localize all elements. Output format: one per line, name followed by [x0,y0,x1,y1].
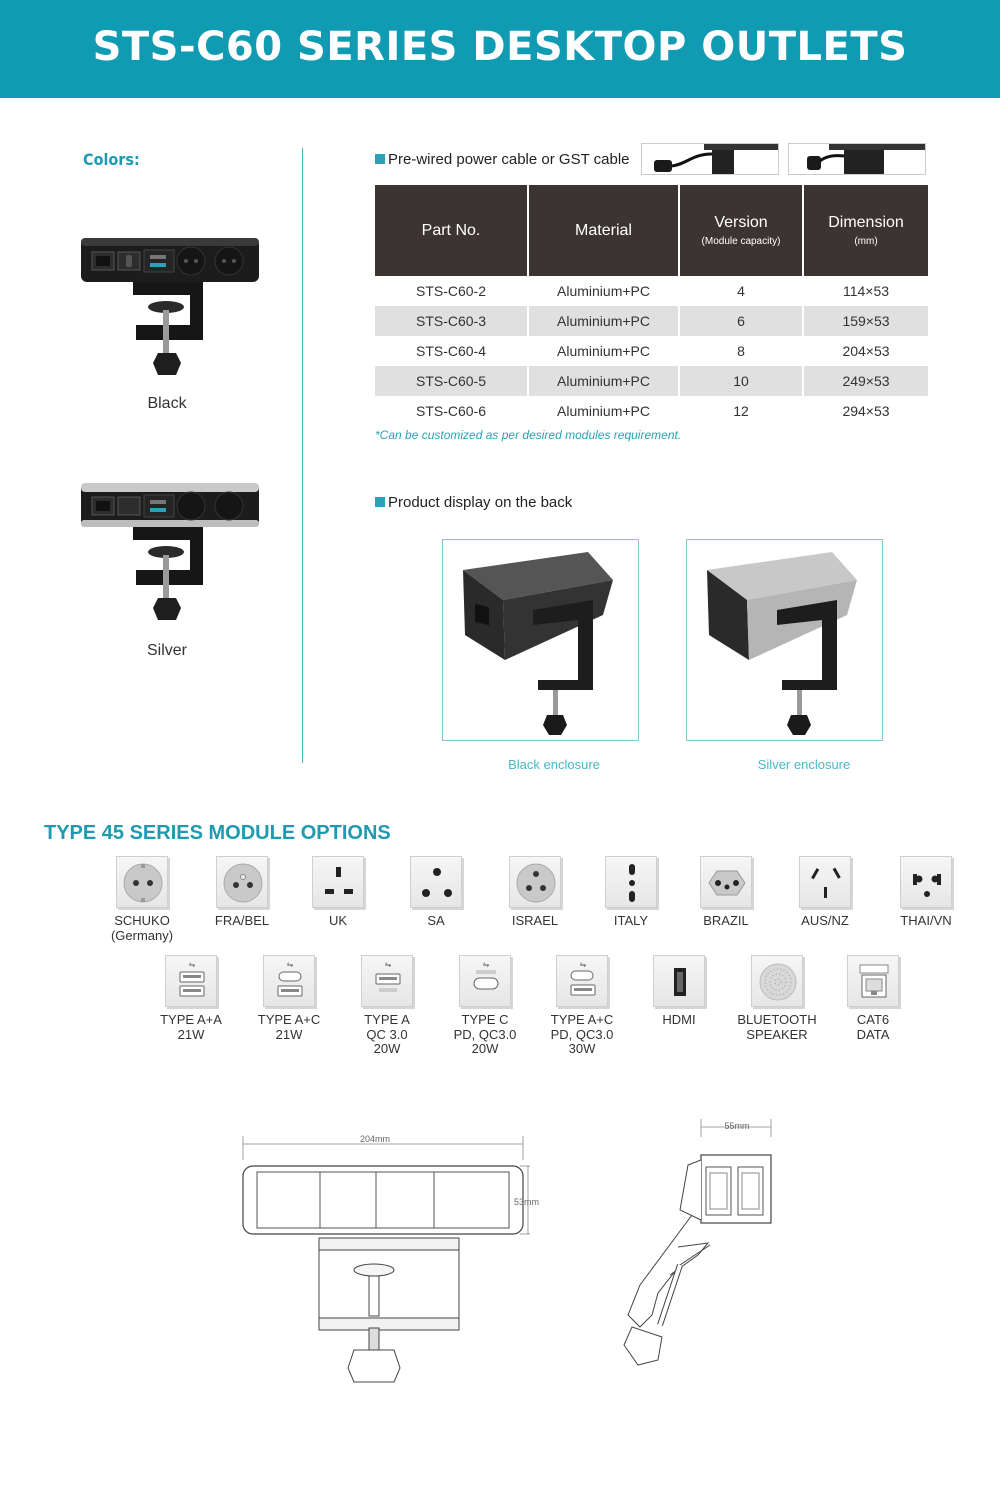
module-thai-vn: THAI/VN [876,856,976,929]
usb-a-qc-icon [361,955,413,1007]
uk-socket-icon [312,856,364,908]
page-title: STS-C60 SERIES DESKTOP OUTLETS [92,24,908,70]
side-dimension-label: 55mm [724,1121,750,1131]
module-sa: SA [386,856,486,929]
cable-label: Pre-wired power cable or GST cable [375,151,630,168]
cell-material: Aluminium+PC [528,276,679,306]
table-row [375,366,928,396]
module-italy: ITALY [581,856,681,929]
svg-text:⇋: ⇋ [482,960,490,969]
cell-dimension: 204×53 [803,336,928,366]
module-fra-bel: FRA/BEL [192,856,292,929]
module-options-heading: TYPE 45 SERIES MODULE OPTIONS [44,822,391,844]
italy-socket-icon [605,856,657,908]
module-cat6: CAT6 DATA [823,955,923,1042]
usb-c-icon [459,955,511,1007]
aus-nz-socket-icon [799,856,851,908]
table-row [375,336,928,366]
cell-material: Aluminium+PC [528,396,679,426]
module-schuko: SCHUKO (Germany) [92,856,192,943]
height-dimension-label: 53mm [514,1197,540,1207]
black-product-image [78,235,263,385]
colors-heading: Colors: [83,150,140,169]
col-dimension: Dimension (mm) [803,185,928,276]
table-header-row [375,185,928,276]
cell-part: STS-C60-2 [415,283,487,299]
caption-silver-enclosure: Silver enclosure [757,757,851,772]
table-row [375,306,928,336]
color-label-black: Black [147,395,187,412]
schuko-socket-icon [116,856,168,908]
silver-product-image [78,480,263,630]
square-bullet-icon [375,497,385,507]
customization-note: *Can be customized as per desired modules requirement. [375,428,682,442]
cell-version: 8 [679,336,803,366]
cat6-port-icon [847,955,899,1007]
table-row [375,276,928,306]
power-cable-image [641,143,779,175]
cell-part: STS-C60-3 [375,306,528,336]
col-version: Version (Module capacity) [679,185,803,276]
module-type-a-qc: ⇋ TYPE A QC 3.0 20W [337,955,437,1057]
side-view-drawing [600,1115,800,1385]
module-type-a-c: ⇋ TYPE A+C 21W [239,955,339,1042]
svg-text:⇋: ⇋ [188,960,196,969]
display-heading: Product display on the back [375,494,572,511]
sa-socket-icon [410,856,462,908]
cell-dimension: 114×53 [803,276,928,306]
cell-part: STS-C60-4 [415,343,487,359]
usb-a-c-icon [263,955,315,1007]
brazil-socket-icon [700,856,752,908]
title-banner [0,0,1000,98]
cell-version: 12 [679,396,803,426]
cell-part: STS-C60-5 [375,366,528,396]
cell-material: Aluminium+PC [528,366,679,396]
module-hdmi: HDMI [629,955,729,1028]
israel-socket-icon [509,856,561,908]
table-row [375,396,928,426]
cell-dimension: 249×53 [803,366,928,396]
module-type-c: ⇋ TYPE C PD, QC3.0 20W [435,955,535,1057]
spec-table [375,185,928,426]
fra-bel-socket-icon [216,856,268,908]
thai-vn-socket-icon [900,856,952,908]
hdmi-port-icon [653,955,705,1007]
module-type-a-a: ⇋ TYPE A+A 21W [141,955,241,1042]
usb-a-a-icon [165,955,217,1007]
gst-cable-image [788,143,926,175]
width-dimension-label: 204mm [359,1134,391,1144]
cell-version: 4 [679,276,803,306]
column-divider [302,148,303,763]
cell-part: STS-C60-6 [415,403,487,419]
usb-a-c-pd-icon [556,955,608,1007]
black-enclosure-image [442,539,639,741]
module-aus-nz: AUS/NZ [775,856,875,929]
col-part-no: Part No. [375,185,528,276]
module-bluetooth-speaker: BLUETOOTH SPEAKER [727,955,827,1042]
module-type-a-c-30w: ⇋ TYPE A+C PD, QC3.0 30W [532,955,632,1057]
col-material: Material [528,185,679,276]
caption-black-enclosure: Black enclosure [508,757,600,772]
color-label-silver: Silver [146,642,187,659]
cell-version: 6 [679,306,803,336]
module-brazil: BRAZIL [676,856,776,929]
silver-enclosure-image [686,539,883,741]
cell-dimension: 159×53 [803,306,928,336]
svg-text:⇋: ⇋ [286,960,294,969]
cell-dimension: 294×53 [803,396,928,426]
svg-text:⇋: ⇋ [384,960,392,969]
cell-version: 10 [679,366,803,396]
module-uk: UK [288,856,388,929]
cell-material: Aluminium+PC [528,306,679,336]
cell-material: Aluminium+PC [528,336,679,366]
module-israel: ISRAEL [485,856,585,929]
speaker-grille-icon [751,955,803,1007]
svg-text:⇋: ⇋ [579,960,587,969]
front-view-drawing [230,1128,560,1393]
square-bullet-icon [375,154,385,164]
